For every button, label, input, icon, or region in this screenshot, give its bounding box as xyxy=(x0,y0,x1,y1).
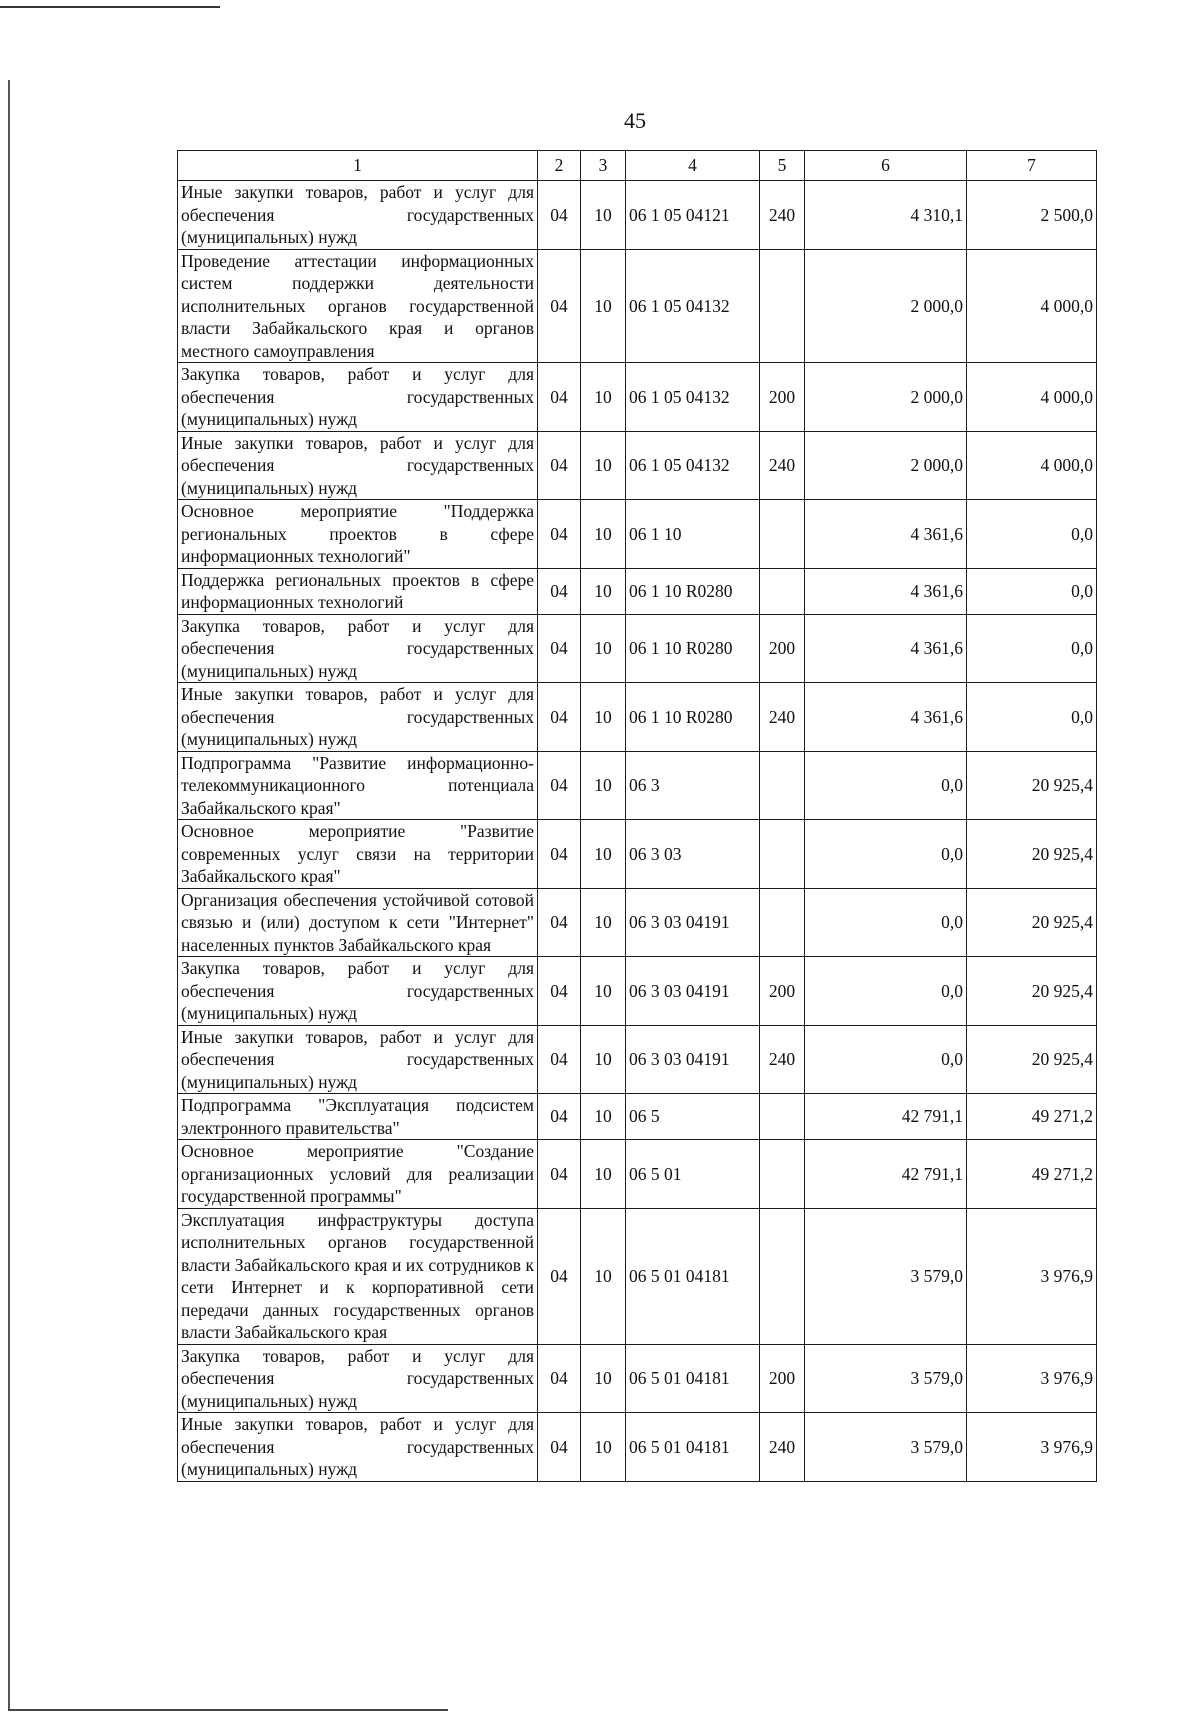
table-row xyxy=(178,181,1097,250)
row-target-code: 06 1 05 04132 xyxy=(626,363,760,432)
row-amount-col6: 2 000,0 xyxy=(805,363,967,432)
row-target-code: 06 3 xyxy=(626,751,760,820)
row-amount-col7: 4 000,0 xyxy=(967,249,1097,363)
row-expense-type xyxy=(760,500,805,569)
row-section: 04 xyxy=(538,957,581,1026)
row-section: 04 xyxy=(538,820,581,889)
table-row xyxy=(178,249,1097,363)
row-target-code: 06 3 03 04191 xyxy=(626,957,760,1026)
row-description: Основное мероприятие "Создание организационных условий для реализации государственной программы" xyxy=(178,1140,538,1209)
row-target-code: 06 1 05 04132 xyxy=(626,431,760,500)
row-amount-col6: 2 000,0 xyxy=(805,249,967,363)
table-row xyxy=(178,820,1097,889)
row-description: Иные закупки товаров, работ и услуг для обеспечения государственных (муниципальных) нужд xyxy=(178,1025,538,1094)
row-target-code: 06 5 xyxy=(626,1094,760,1140)
row-amount-col7: 20 925,4 xyxy=(967,1025,1097,1094)
row-expense-type: 200 xyxy=(760,363,805,432)
row-subsection: 10 xyxy=(581,888,626,957)
row-target-code: 06 1 10 xyxy=(626,500,760,569)
row-section: 04 xyxy=(538,683,581,752)
row-subsection: 10 xyxy=(581,181,626,250)
table-row xyxy=(178,568,1097,614)
row-amount-col7: 2 500,0 xyxy=(967,181,1097,250)
row-expense-type xyxy=(760,1094,805,1140)
row-section: 04 xyxy=(538,614,581,683)
col-header-6: 6 xyxy=(805,151,967,181)
row-target-code: 06 5 01 xyxy=(626,1140,760,1209)
row-description: Основное мероприятие "Развитие современных услуг связи на территории Забайкальского края" xyxy=(178,820,538,889)
row-target-code: 06 5 01 04181 xyxy=(626,1208,760,1344)
page-number: 45 xyxy=(624,108,646,133)
table-row xyxy=(178,363,1097,432)
row-amount-col6: 3 579,0 xyxy=(805,1344,967,1413)
row-subsection: 10 xyxy=(581,1094,626,1140)
row-amount-col6: 0,0 xyxy=(805,751,967,820)
row-amount-col6: 0,0 xyxy=(805,1025,967,1094)
row-expense-type: 240 xyxy=(760,181,805,250)
row-description: Основное мероприятие "Поддержка региональных проектов в сфере информационных технологий" xyxy=(178,500,538,569)
table-row xyxy=(178,431,1097,500)
row-amount-col7: 4 000,0 xyxy=(967,431,1097,500)
row-section: 04 xyxy=(538,249,581,363)
row-amount-col7: 20 925,4 xyxy=(967,820,1097,889)
row-description: Иные закупки товаров, работ и услуг для обеспечения государственных (муниципальных) нужд xyxy=(178,181,538,250)
row-description: Иные закупки товаров, работ и услуг для обеспечения государственных (муниципальных) нужд xyxy=(178,1413,538,1482)
row-target-code: 06 1 10 R0280 xyxy=(626,614,760,683)
table-row xyxy=(178,1140,1097,1209)
row-expense-type xyxy=(760,888,805,957)
row-target-code: 06 5 01 04181 xyxy=(626,1413,760,1482)
row-description: Закупка товаров, работ и услуг для обеспечения государственных (муниципальных) нужд xyxy=(178,614,538,683)
row-amount-col6: 4 361,6 xyxy=(805,500,967,569)
row-target-code: 06 3 03 xyxy=(626,820,760,889)
row-subsection: 10 xyxy=(581,1208,626,1344)
table-row xyxy=(178,1344,1097,1413)
row-subsection: 10 xyxy=(581,957,626,1026)
row-subsection: 10 xyxy=(581,249,626,363)
row-subsection: 10 xyxy=(581,614,626,683)
row-section: 04 xyxy=(538,1025,581,1094)
row-target-code: 06 3 03 04191 xyxy=(626,1025,760,1094)
budget-table xyxy=(177,150,1097,1482)
row-subsection: 10 xyxy=(581,500,626,569)
table-row xyxy=(178,888,1097,957)
row-description: Закупка товаров, работ и услуг для обеспечения государственных (муниципальных) нужд xyxy=(178,363,538,432)
row-section: 04 xyxy=(538,1140,581,1209)
row-subsection: 10 xyxy=(581,1025,626,1094)
table-row xyxy=(178,1413,1097,1482)
row-description: Подпрограмма "Эксплуатация подсистем электронного правительства" xyxy=(178,1094,538,1140)
row-amount-col7: 3 976,9 xyxy=(967,1208,1097,1344)
row-expense-type xyxy=(760,751,805,820)
row-amount-col7: 49 271,2 xyxy=(967,1094,1097,1140)
row-expense-type: 200 xyxy=(760,1344,805,1413)
row-section: 04 xyxy=(538,1208,581,1344)
row-amount-col6: 3 579,0 xyxy=(805,1413,967,1482)
table-row xyxy=(178,1208,1097,1344)
table-row xyxy=(178,1094,1097,1140)
row-amount-col6: 0,0 xyxy=(805,888,967,957)
scan-edge-bottom xyxy=(8,1709,448,1711)
row-subsection: 10 xyxy=(581,683,626,752)
row-section: 04 xyxy=(538,500,581,569)
col-header-4: 4 xyxy=(626,151,760,181)
row-subsection: 10 xyxy=(581,751,626,820)
row-amount-col7: 0,0 xyxy=(967,614,1097,683)
row-amount-col7: 20 925,4 xyxy=(967,751,1097,820)
row-description: Закупка товаров, работ и услуг для обеспечения государственных (муниципальных) нужд xyxy=(178,1344,538,1413)
row-subsection: 10 xyxy=(581,431,626,500)
row-section: 04 xyxy=(538,363,581,432)
row-subsection: 10 xyxy=(581,1344,626,1413)
row-section: 04 xyxy=(538,1344,581,1413)
table-row xyxy=(178,1025,1097,1094)
row-subsection: 10 xyxy=(581,568,626,614)
row-expense-type xyxy=(760,1140,805,1209)
row-target-code: 06 1 10 R0280 xyxy=(626,683,760,752)
row-target-code: 06 1 05 04121 xyxy=(626,181,760,250)
row-expense-type: 240 xyxy=(760,683,805,752)
row-description: Подпрограмма "Развитие информационно-телекоммуникационного потенциала Забайкальского края" xyxy=(178,751,538,820)
row-subsection: 10 xyxy=(581,820,626,889)
table-row xyxy=(178,500,1097,569)
col-header-2: 2 xyxy=(538,151,581,181)
row-amount-col7: 20 925,4 xyxy=(967,888,1097,957)
row-amount-col7: 20 925,4 xyxy=(967,957,1097,1026)
row-subsection: 10 xyxy=(581,1413,626,1482)
row-expense-type xyxy=(760,249,805,363)
col-header-3: 3 xyxy=(581,151,626,181)
row-expense-type: 240 xyxy=(760,1413,805,1482)
row-expense-type xyxy=(760,820,805,889)
row-amount-col6: 42 791,1 xyxy=(805,1140,967,1209)
row-amount-col7: 3 976,9 xyxy=(967,1413,1097,1482)
row-amount-col6: 4 361,6 xyxy=(805,683,967,752)
scan-edge-top xyxy=(0,6,220,8)
row-description: Эксплуатация инфраструктуры доступа исполнительных органов государственной власти Забайкальского края и их сотрудников к сети Интернет и к корпоративной сети передачи данных государственных органов власти Забайкальского края xyxy=(178,1208,538,1344)
col-header-1: 1 xyxy=(178,151,538,181)
row-description: Проведение аттестации информационных систем поддержки деятельности исполнительных органов государственной власти Забайкальского края и органов местного самоуправления xyxy=(178,249,538,363)
row-description: Иные закупки товаров, работ и услуг для обеспечения государственных (муниципальных) нужд xyxy=(178,683,538,752)
row-amount-col6: 42 791,1 xyxy=(805,1094,967,1140)
row-subsection: 10 xyxy=(581,363,626,432)
col-header-7: 7 xyxy=(967,151,1097,181)
row-amount-col7: 0,0 xyxy=(967,500,1097,569)
table-header-row xyxy=(178,151,1097,181)
scan-edge-left xyxy=(8,80,10,1710)
row-expense-type: 240 xyxy=(760,431,805,500)
row-section: 04 xyxy=(538,568,581,614)
row-section: 04 xyxy=(538,181,581,250)
row-section: 04 xyxy=(538,888,581,957)
col-header-5: 5 xyxy=(760,151,805,181)
row-expense-type: 200 xyxy=(760,614,805,683)
row-amount-col7: 0,0 xyxy=(967,683,1097,752)
row-expense-type xyxy=(760,1208,805,1344)
row-amount-col7: 3 976,9 xyxy=(967,1344,1097,1413)
row-amount-col7: 0,0 xyxy=(967,568,1097,614)
table-row xyxy=(178,751,1097,820)
row-section: 04 xyxy=(538,431,581,500)
row-section: 04 xyxy=(538,1413,581,1482)
row-subsection: 10 xyxy=(581,1140,626,1209)
row-amount-col6: 3 579,0 xyxy=(805,1208,967,1344)
row-amount-col6: 0,0 xyxy=(805,820,967,889)
row-description: Закупка товаров, работ и услуг для обеспечения государственных (муниципальных) нужд xyxy=(178,957,538,1026)
row-expense-type xyxy=(760,568,805,614)
row-amount-col6: 4 361,6 xyxy=(805,614,967,683)
row-target-code: 06 3 03 04191 xyxy=(626,888,760,957)
row-expense-type: 240 xyxy=(760,1025,805,1094)
row-amount-col6: 2 000,0 xyxy=(805,431,967,500)
row-target-code: 06 5 01 04181 xyxy=(626,1344,760,1413)
row-description: Иные закупки товаров, работ и услуг для обеспечения государственных (муниципальных) нужд xyxy=(178,431,538,500)
row-amount-col6: 4 310,1 xyxy=(805,181,967,250)
row-amount-col7: 4 000,0 xyxy=(967,363,1097,432)
row-amount-col6: 4 361,6 xyxy=(805,568,967,614)
row-amount-col6: 0,0 xyxy=(805,957,967,1026)
row-section: 04 xyxy=(538,751,581,820)
table-row xyxy=(178,683,1097,752)
budget-table-container xyxy=(177,150,1096,1482)
row-section: 04 xyxy=(538,1094,581,1140)
row-description: Организация обеспечения устойчивой сотовой связью и (или) доступом к сети "Интернет" населенных пунктов Забайкальского края xyxy=(178,888,538,957)
row-target-code: 06 1 05 04132 xyxy=(626,249,760,363)
row-expense-type: 200 xyxy=(760,957,805,1026)
row-target-code: 06 1 10 R0280 xyxy=(626,568,760,614)
table-row xyxy=(178,614,1097,683)
row-description: Поддержка региональных проектов в сфере информационных технологий xyxy=(178,568,538,614)
table-row xyxy=(178,957,1097,1026)
row-amount-col7: 49 271,2 xyxy=(967,1140,1097,1209)
table-body xyxy=(178,181,1097,1482)
